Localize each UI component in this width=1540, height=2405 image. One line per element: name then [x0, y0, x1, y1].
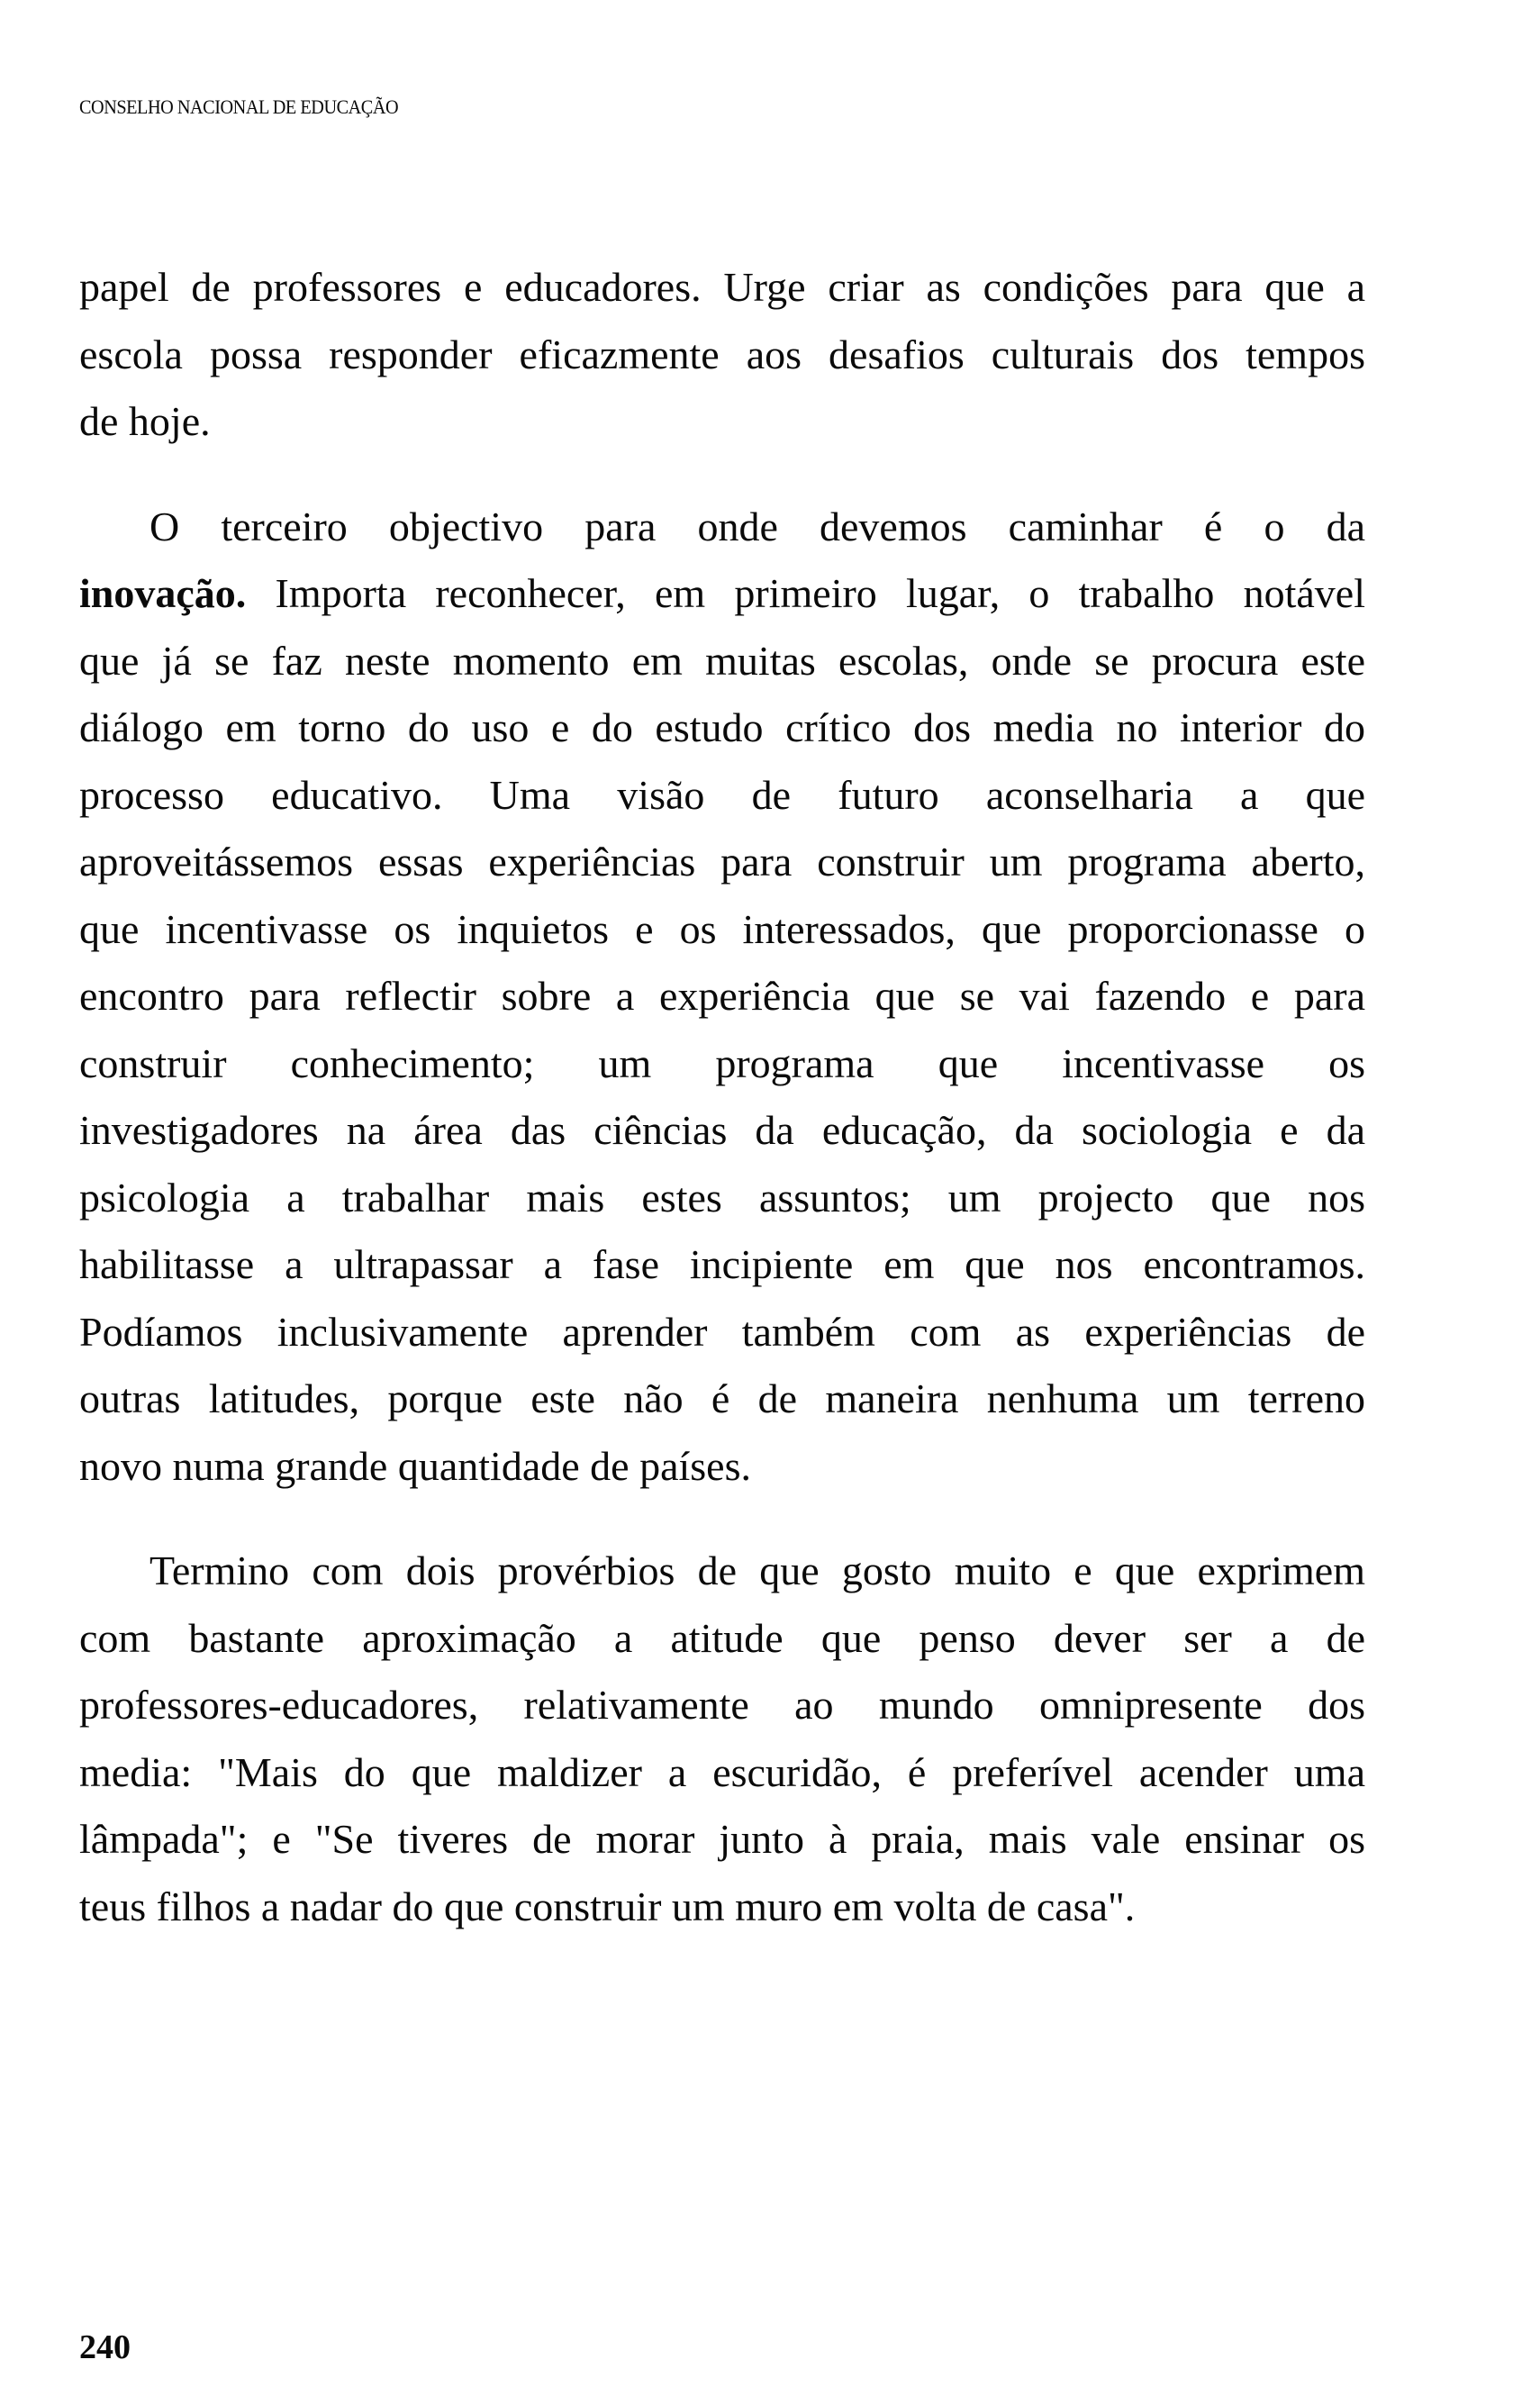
text-line: aproveitássemos essas experiências para construir um programa aberto, [79, 839, 1365, 885]
text-line: investigadores na área das ciências da educação, da sociologia e da [79, 1107, 1365, 1153]
text-line: Termino com dois provérbios de que gosto muito e que exprimem [149, 1547, 1365, 1593]
running-header: CONSELHO NACIONAL DE EDUCAÇÃO [79, 95, 399, 118]
text-line: teus filhos a nadar do que construir um muro em volta de casa". [79, 1883, 1136, 1929]
text-line: novo numa grande quantidade de países. [79, 1442, 751, 1489]
paragraph-3 [79, 1538, 1365, 1940]
body-text [79, 254, 1365, 1940]
text-line: construir conhecimento; um programa que incentivasse os [79, 1039, 1365, 1086]
text-line: com bastante aproximação a atitude que penso dever ser a de [79, 1614, 1365, 1661]
text-fragment: Importa reconhecer, em primeiro lugar, o trabalho notável [246, 570, 1365, 616]
text-line: diálogo em torno do uso e do estudo crítico dos media no interior do [79, 704, 1365, 750]
paragraph-1 [79, 254, 1365, 456]
text-line: outras latitudes, porque este não é de maneira nenhuma um terreno [79, 1375, 1365, 1421]
page-number: 240 [79, 2328, 131, 2366]
text-line: habilitasse a ultrapassar a fase incipiente em que nos encontramos. [79, 1241, 1365, 1287]
text-line: lâmpada"; e "Se tiveres de morar junto à praia, mais vale ensinar os [79, 1816, 1365, 1862]
text-line: de hoje. [79, 398, 211, 444]
text-line: Podíamos inclusivamente aprender também com as experiências de [79, 1308, 1365, 1355]
text-line: psicologia a trabalhar mais estes assuntos; um projecto que nos [79, 1174, 1365, 1221]
text-line: escola possa responder eficazmente aos desafios culturais dos tempos [79, 331, 1365, 377]
text-line: encontro para reflectir sobre a experiência que se vai fazendo e para [79, 973, 1365, 1019]
text-line: media: "Mais do que maldizer a escuridão, é preferível acender uma [79, 1748, 1365, 1795]
paragraph-2 [79, 494, 1365, 1501]
text-line: papel de professores e educadores. Urge criar as condições para que a [79, 264, 1365, 310]
text-line: professores-educadores, relativamente ao mundo omnipresente dos [79, 1682, 1365, 1728]
paragraph-gap [79, 456, 1365, 494]
text-line-with-emphasis [79, 560, 1365, 628]
text-line: que incentivasse os inquietos e os interessados, que proporcionasse o [79, 905, 1365, 952]
emphasis-inovacao: inovação. [79, 570, 247, 616]
paragraph-gap [79, 1500, 1365, 1538]
text-line: que já se faz neste momento em muitas escolas, onde se procura este [79, 637, 1365, 684]
text-line: processo educativo. Uma visão de futuro aconselharia a que [79, 771, 1365, 818]
text-line: O terceiro objectivo para onde devemos caminhar é o da [149, 503, 1365, 549]
